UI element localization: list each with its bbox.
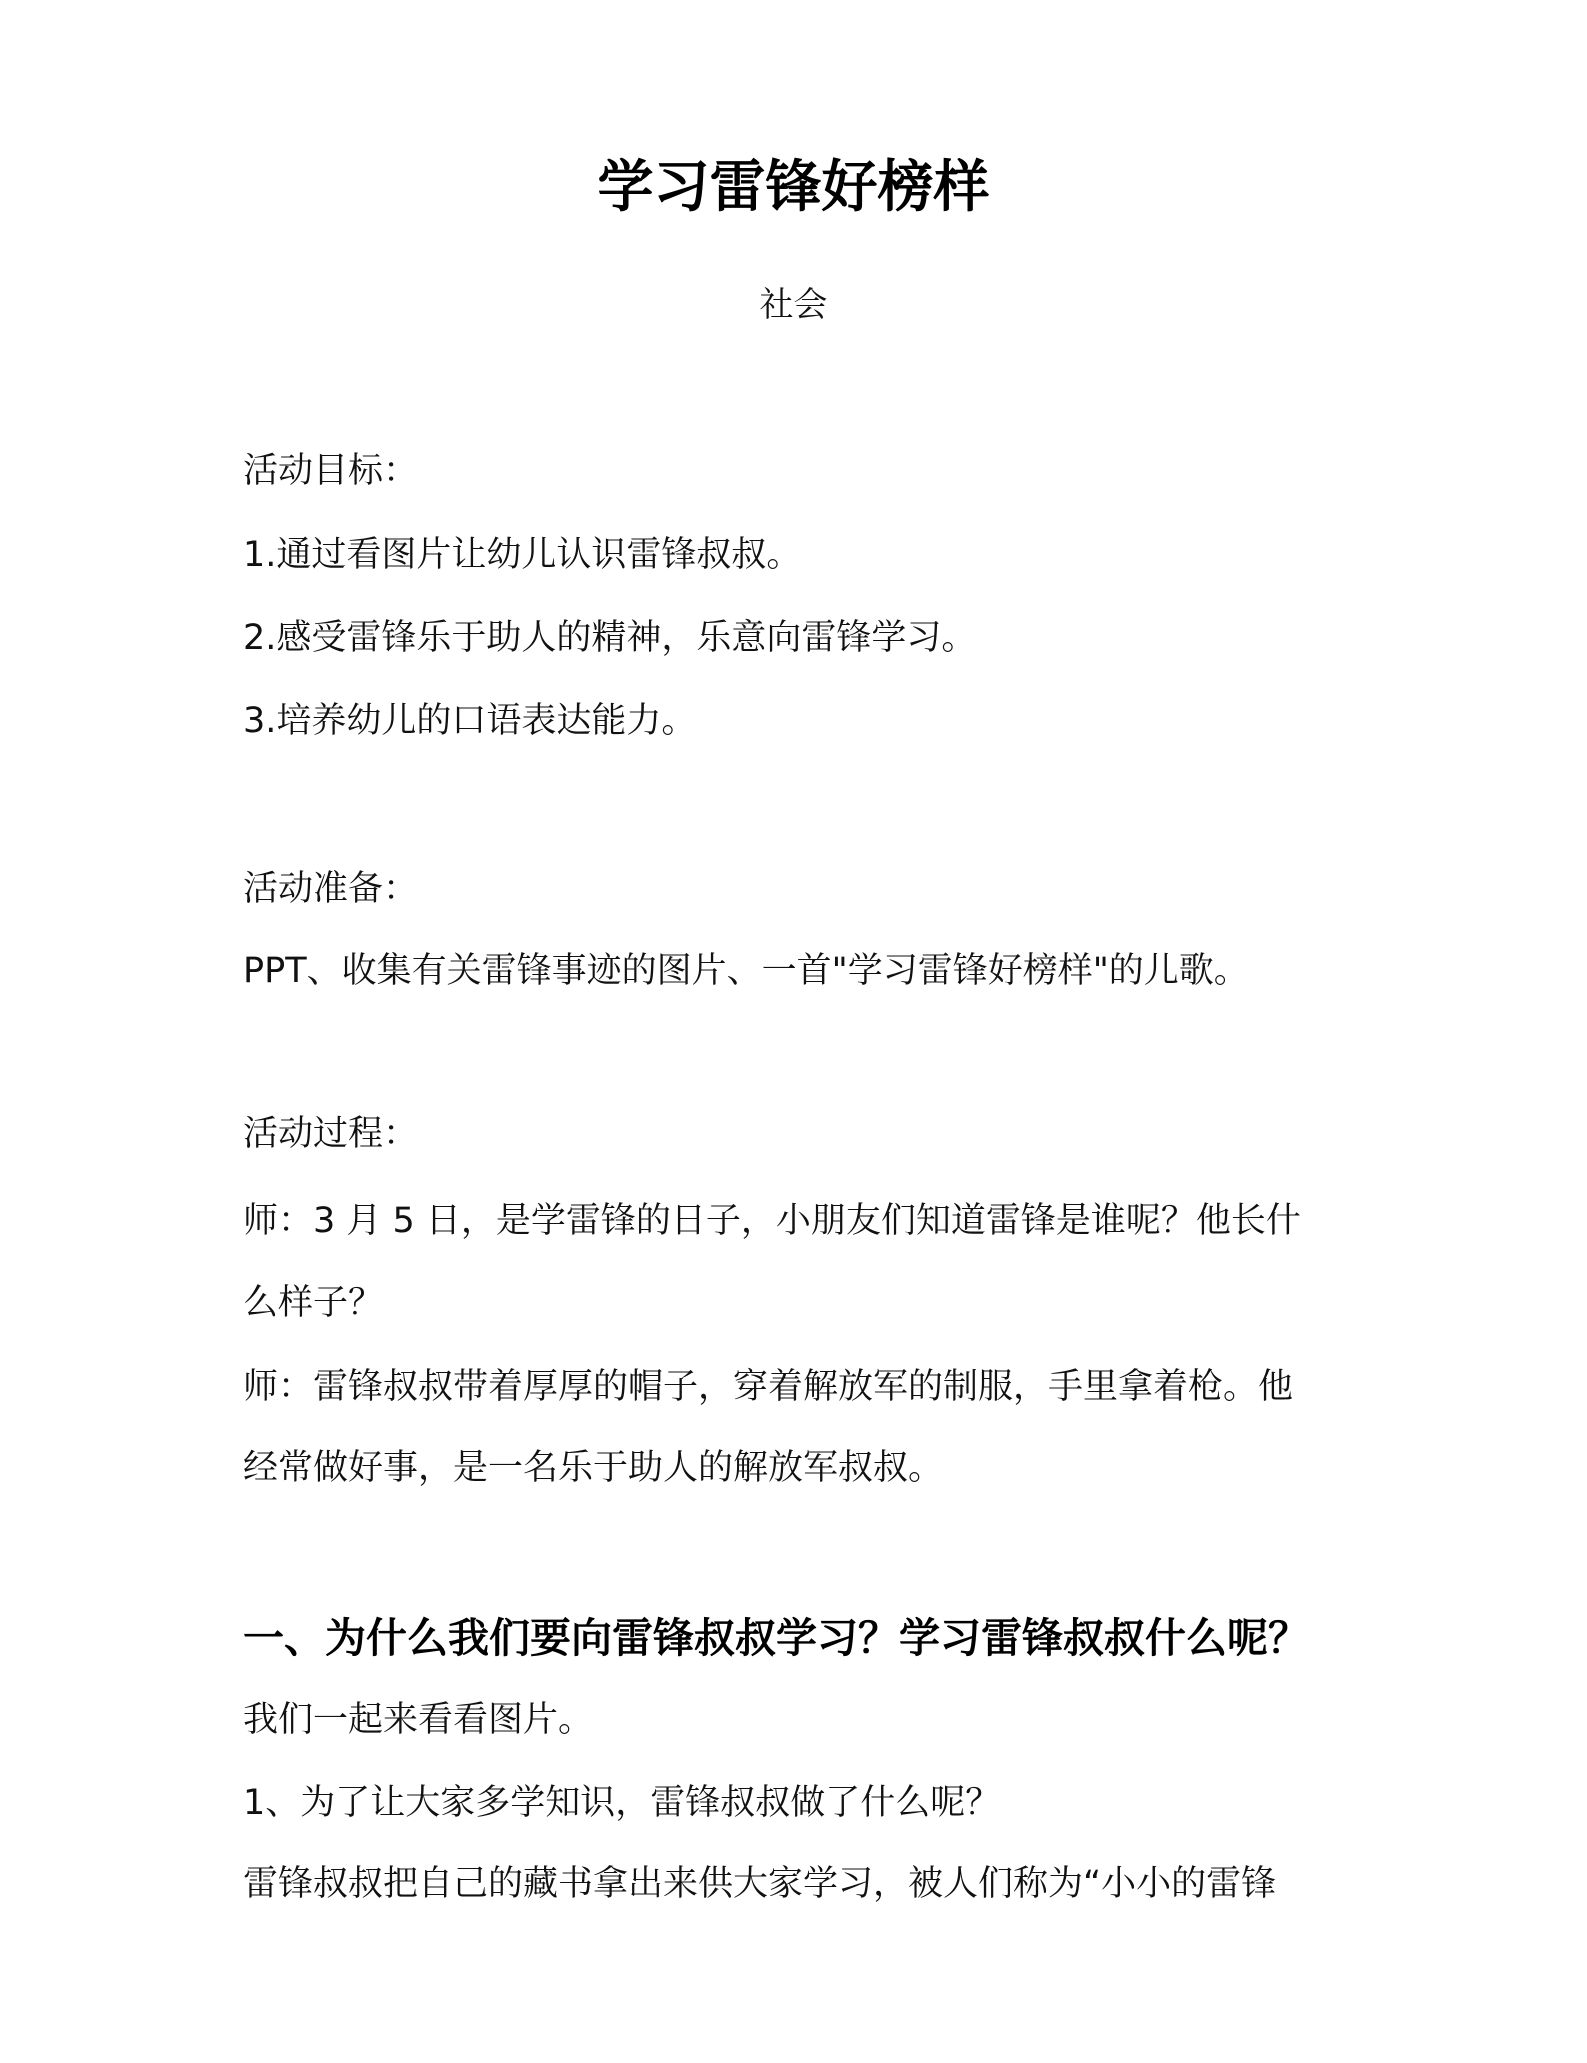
preparation-text: PPT、收集有关雷锋事迹的图片、一首"学习雷锋好榜样"的儿歌。: [243, 951, 1249, 991]
process-line: 么样子？: [243, 1283, 384, 1323]
goal-item: 1.通过看图片让幼儿认识雷锋叔叔。: [243, 535, 802, 575]
process-line: 师：雷锋叔叔带着厚厚的帽子，穿着解放军的制服，手里拿着枪。他: [243, 1367, 1294, 1407]
section-line: 我们一起来看看图片。: [243, 1700, 594, 1740]
section-heading: 一、为什么我们要向雷锋叔叔学习？学习雷锋叔叔什么呢？: [243, 1614, 1309, 1662]
document-title: 学习雷锋好榜样: [597, 155, 990, 220]
goals-label: 活动目标：: [243, 451, 419, 491]
goal-item: 2.感受雷锋乐于助人的精神，乐意向雷锋学习。: [243, 618, 977, 658]
process-line: 经常做好事，是一名乐于助人的解放军叔叔。: [243, 1448, 944, 1488]
section-line: 雷锋叔叔把自己的藏书拿出来供大家学习，被人们称为“小小的雷锋: [243, 1864, 1277, 1904]
goal-item: 3.培养幼儿的口语表达能力。: [243, 701, 697, 741]
process-line: 师：3 月 5 日，是学雷锋的日子，小朋友们知道雷锋是谁呢？他长什: [243, 1201, 1301, 1241]
preparation-label: 活动准备：: [243, 869, 419, 909]
process-label: 活动过程：: [243, 1114, 419, 1154]
section-line: 1、为了让大家多学知识，雷锋叔叔做了什么呢？: [243, 1783, 1001, 1823]
document-subtitle: 社会: [759, 285, 828, 325]
